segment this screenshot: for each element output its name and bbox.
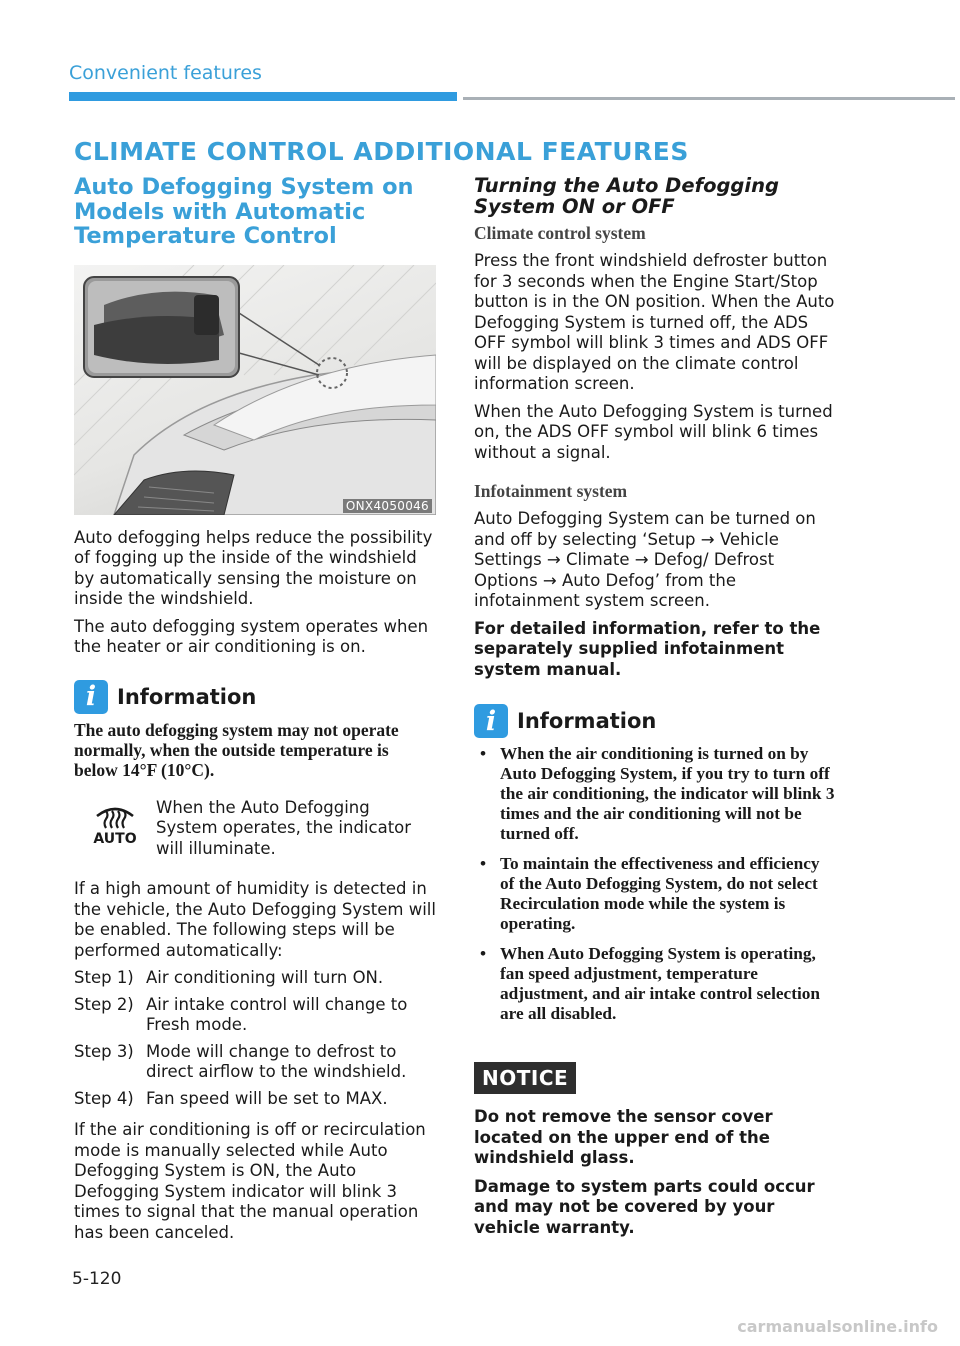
step-text: Air intake control will change to Fresh mode. bbox=[146, 994, 408, 1034]
list-item: • When Auto Defogging System is operating, fan speed adjustment, temperature adjustment, and air intake control selection are all disabled. bbox=[474, 944, 836, 1024]
step-item bbox=[74, 1089, 436, 1110]
step-text: Mode will change to defrost to direct airflow to the windshield. bbox=[146, 1041, 407, 1081]
watermark: carmanualsonline.info bbox=[737, 1317, 938, 1336]
paragraph: If a high amount of humidity is detected in the vehicle, the Auto Defogging System will be enabled. The following steps will be performed automatically: bbox=[74, 879, 436, 960]
notice-text: Damage to system parts could occur and may not be covered by your vehicle warranty. bbox=[474, 1176, 815, 1237]
paragraph: For detailed information, refer to the separately supplied infotainment system manual. bbox=[474, 618, 821, 679]
right-column bbox=[474, 175, 836, 1246]
auto-defog-indicator-icon bbox=[74, 798, 156, 867]
information-icon: i bbox=[474, 704, 508, 738]
defrost-icon bbox=[94, 800, 136, 830]
information-label: Information bbox=[517, 709, 657, 733]
information-header bbox=[74, 680, 436, 714]
section-heading: Turning the Auto Defogging System ON or OFF bbox=[474, 174, 779, 218]
windshield-sensor-figure bbox=[74, 265, 436, 515]
auto-label: AUTO bbox=[93, 830, 137, 847]
notice-text: Do not remove the sensor cover located on the upper end of the windshield glass. bbox=[474, 1107, 773, 1167]
climate-control-heading: Climate control system bbox=[474, 223, 646, 243]
car-windshield-illustration bbox=[74, 265, 436, 515]
information-label: Information bbox=[117, 684, 257, 709]
page-number: 5-120 bbox=[72, 1269, 122, 1289]
figure-code: ONX4050046 bbox=[343, 499, 432, 513]
paragraph: When the Auto Defogging System is turned on, the ADS OFF symbol will blink 6 times without a signal. bbox=[474, 401, 833, 462]
infotainment-heading: Infotainment system bbox=[474, 481, 628, 501]
information-text: The auto defogging system may not operate normally, when the outside temperature is below 14°F (10°C). bbox=[74, 719, 399, 780]
header-bar-rule bbox=[463, 97, 955, 100]
step-item bbox=[74, 995, 436, 1036]
paragraph: Auto defogging helps reduce the possibility of fogging up the inside of the windshield by automatically sensing the moisture on inside the windshield. bbox=[74, 527, 433, 608]
header-title: Convenient features bbox=[69, 62, 262, 84]
information-icon: i bbox=[74, 680, 108, 714]
step-item bbox=[74, 968, 436, 989]
step-text: Fan speed will be set to MAX. bbox=[146, 1088, 388, 1108]
notice-badge: NOTICE bbox=[474, 1062, 576, 1094]
step-number: Step 2) bbox=[74, 994, 134, 1014]
section-title: CLIMATE CONTROL ADDITIONAL FEATURES bbox=[74, 137, 689, 166]
step-text: Air conditioning will turn ON. bbox=[146, 968, 384, 987]
step-number: Step 1) bbox=[74, 968, 134, 987]
paragraph: Auto Defogging System can be turned on and off by selecting ‘Setup → Vehicle Settings → Climate → Defog/ Defrost Options → Auto Defog’ from the infotainment system screen. bbox=[474, 509, 816, 610]
information-header bbox=[474, 704, 836, 738]
list-item: • When the air conditioning is turned on by Auto Defogging System, if you try to turn off the air conditioning, the indicator will blink 3 times and the air conditioning will not be turned off. bbox=[474, 744, 836, 844]
information-list bbox=[474, 744, 836, 1024]
list-item: • To maintain the effectiveness and efficiency of the Auto Defogging System, do not select Recirculation mode while the system is operating. bbox=[474, 854, 836, 934]
indicator-text: When the Auto Defogging System operates, the indicator will illuminate. bbox=[156, 797, 412, 858]
subtitle: Auto Defogging System on Models with Automatic Temperature Control bbox=[74, 174, 414, 249]
steps-list bbox=[74, 968, 436, 1109]
paragraph: Press the front windshield defroster button for 3 seconds when the Engine Start/Stop button is in the ON position. When the Auto Defogging System is turned off, the ADS OFF symbol will blink 3 times and ADS OFF will be displayed on the climate control information screen. bbox=[474, 251, 835, 393]
step-number: Step 4) bbox=[74, 1088, 134, 1108]
header-bar-accent bbox=[69, 92, 457, 101]
paragraph: The auto defogging system operates when the heater or air conditioning is on. bbox=[74, 616, 429, 656]
step-item bbox=[74, 1042, 436, 1083]
step-number: Step 3) bbox=[74, 1041, 134, 1061]
left-column bbox=[74, 175, 436, 1250]
indicator-row bbox=[74, 798, 436, 867]
paragraph: If the air conditioning is off or recirculation mode is manually selected while Auto Defogging System is ON, the Auto Defogging System indicator will blink 3 times to signal that the manual operation has been canceled. bbox=[74, 1120, 426, 1242]
